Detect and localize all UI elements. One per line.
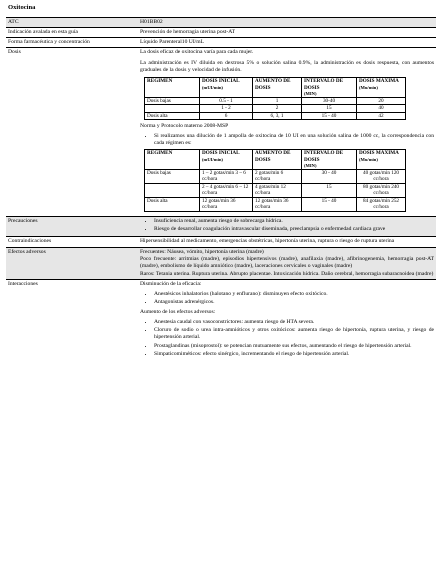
dose-table-mui — [144, 77, 406, 120]
precauciones-row — [6, 216, 436, 237]
cell-maxima: 40 — [357, 105, 406, 113]
contraindicaciones-label: Contraindicaciones — [8, 238, 52, 245]
cell-maxima: 42 — [357, 112, 406, 120]
table-row — [145, 183, 406, 197]
cell-aumento: 4 gotas/min 12 cc/hora — [253, 183, 302, 197]
list-item: • Insuficiencia renal, aumenta riesgo de sobrecarga hídrica. — [154, 218, 434, 225]
dosis-administration: La administración es IV diluida en dextrosa 5% o solución salina 0.9%, la administración es dosis respuesta, con aumentos graduales de la dosis y velocidad de infusión. — [140, 59, 434, 73]
dilution-bullet: • Si realizamos una dilución de 1 ampolla de oxitocina de 10 UI en una solución salina de 1000 cc, la correspondencia con cada régimen es: — [154, 133, 434, 148]
forma-value: Líquido Parenteral10 UI/mL — [140, 39, 205, 46]
cell-intervalo: 15 - 40 — [302, 112, 357, 120]
cell-intervalo: 15 — [302, 183, 357, 197]
cell-aumento: 12 gotas/min 36 cc/hora — [253, 197, 302, 211]
indicacion-row — [6, 27, 436, 37]
precauciones-label: Precauciones — [8, 217, 38, 224]
precauciones-content — [134, 217, 436, 237]
aumento-list — [140, 319, 434, 358]
indicacion-label: Indicación avalada en esta guía — [8, 28, 78, 35]
precauciones-list — [140, 218, 434, 234]
list-item: • Simpaticomiméticos: efecto sinérgico, incrementando el riesgo de hipertensión arterial. — [154, 351, 434, 358]
cell-intervalo: 15 - 40 — [302, 197, 357, 211]
interacciones-content — [134, 280, 436, 361]
cell-regimen: Dosis alta — [145, 197, 200, 211]
norma-source: Norma y Protocolo materno 2008-MSP — [140, 123, 229, 130]
cell-maxima: 40 gotas/min 120 cc/hora — [357, 169, 406, 183]
table-row — [145, 169, 406, 183]
cell-inicial: 12 gotas/min 36 cc/hora — [200, 197, 253, 211]
page-title: Oxitocina — [8, 4, 36, 11]
cell-aumento: 1 — [253, 97, 302, 105]
atc-label: ATC — [8, 18, 19, 25]
contraindicaciones-row — [6, 236, 436, 246]
cell-intervalo: 15 — [302, 105, 357, 113]
dosis-intro: La dosis eficaz de oxitocina varía para cada mujer. — [140, 49, 254, 56]
cell-aumento: 2 gotas/min 6 cc/hora — [253, 169, 302, 183]
atc-row — [6, 17, 436, 27]
atc-value: H01BB02 — [140, 18, 163, 25]
dosis-content — [134, 48, 436, 216]
cell-aumento: 6, 3, 1 — [253, 112, 302, 120]
col-header: REGIMEN — [145, 150, 200, 170]
indicacion-value: Prevención de hemorragia uterina post-AT — [140, 28, 236, 35]
interacciones-label: Interacciones — [8, 280, 38, 287]
cell-inicial: 6 — [200, 112, 253, 120]
cell-maxima: 80 gotas/min 240 cc/hora — [357, 183, 406, 197]
cell-maxima: 84 gotas/min 252 cc/hora — [357, 197, 406, 211]
cell-inicial: 0.5 - 1 — [200, 97, 253, 105]
cell-aumento: 2 — [253, 105, 302, 113]
cell-regimen — [145, 183, 200, 197]
efectos-row — [6, 247, 436, 279]
col-header: INTERVALO DE DOSIS (MIN) — [302, 150, 357, 170]
table-row — [145, 105, 406, 113]
cell-maxima: 20 — [357, 97, 406, 105]
list-item: • Anestesia caudal con vasoconstrictores: aumenta riesgo de HTA severa. — [154, 319, 434, 326]
col-header: AUMENTO DE DOSIS — [253, 150, 302, 170]
list-item: • Riesgo de desarrollar coagulación intravascular diseminada, preeclampsia o enfermedad cardiaca grave — [154, 226, 434, 233]
cell-intervalo: 30-40 — [302, 97, 357, 105]
col-header: INTERVALO DE DOSIS (MIN) — [302, 78, 357, 98]
disminucion-list — [140, 291, 434, 307]
cell-inicial: 1 - 2 — [200, 105, 253, 113]
dose-table-drops — [144, 149, 406, 212]
aumento-title: Aumento de los efectos adversos: — [140, 308, 216, 315]
col-header: REGIMEN — [145, 78, 200, 98]
cell-regimen: Dosis alta — [145, 112, 200, 120]
efectos-raros: Raros: Tetania uterina. Ruptura uterina. Abrupto placentae. Intoxicación hídrica. Daño cerebral, hemorragia subaracnoidea (madre) — [140, 270, 434, 277]
col-header: DOSIS MÁXIMA (Mu/min) — [357, 150, 406, 170]
contraindicaciones-value: Hipersensibilidad al medicamento, emergencias obstétricas, hipertonía uterina, ruptura o riesgo de ruptura uterina — [140, 238, 395, 245]
cell-intervalo: 30 - 40 — [302, 169, 357, 183]
efectos-label: Efectos adversos — [8, 248, 46, 255]
forma-label: Forma farmacéutica y concentración — [8, 39, 90, 46]
col-header: DOSIS INICIAL (mUI/min) — [200, 78, 253, 98]
col-header: DOSIS INICIAL (mUI/min) — [200, 150, 253, 170]
list-item: • Anestésicos inhalatorios (halotano y enflurano): disminuyen efecto oxitócico. — [154, 291, 434, 298]
list-item: • Prostaglandinas (misoprostol): se potencian mutuamente sus efectos, aumentando el riesgo de hipertensión arterial. — [154, 343, 434, 350]
cell-inicial: 1 – 2 gotas/min 3 – 6 cc/hora — [200, 169, 253, 183]
efectos-content — [134, 248, 436, 279]
cell-inicial: 2 – 4 gotas/min 6 – 12 cc/hora — [200, 183, 253, 197]
dosis-label: Dosis — [8, 49, 21, 56]
efectos-frecuentes: Frecuentes: Náusea, vómito, hipertonía uterina (madre) — [140, 248, 264, 255]
dosis-row — [6, 47, 436, 216]
efectos-poco-frecuentes: Poco frecuente: arritmias (madre), episodios hipertensivos (madre), anafilaxia (madre), afibrinogenemia, hemorragia post-AT (madre), embolismo de líquido amniótico (madre), laceraciones cervicales o vaginales (madre) — [140, 255, 434, 270]
table-row — [145, 197, 406, 211]
list-item: • Antagonistas adrenérgicos. — [154, 299, 434, 306]
table-row — [145, 112, 406, 120]
col-header: AUMENTO DE DOSIS — [253, 78, 302, 98]
dilution-bullet-list — [140, 133, 434, 148]
table-row — [145, 97, 406, 105]
list-item: • Cloruro de sodio o urea intra-amnióticos y otros oxitócicos: aumenta riesgo de hipertonía, ruptura uterina, y riesgo de hipertensión arterial. — [154, 327, 434, 342]
disminucion-title: Disminución de la eficacia: — [140, 280, 202, 287]
cell-regimen — [145, 105, 200, 113]
cell-regimen: Dosis bajas — [145, 169, 200, 183]
cell-regimen: Dosis bajas — [145, 97, 200, 105]
forma-row — [6, 37, 436, 47]
col-header: DOSIS MÁXIMA (Mu/min) — [357, 78, 406, 98]
interacciones-row — [6, 279, 436, 361]
